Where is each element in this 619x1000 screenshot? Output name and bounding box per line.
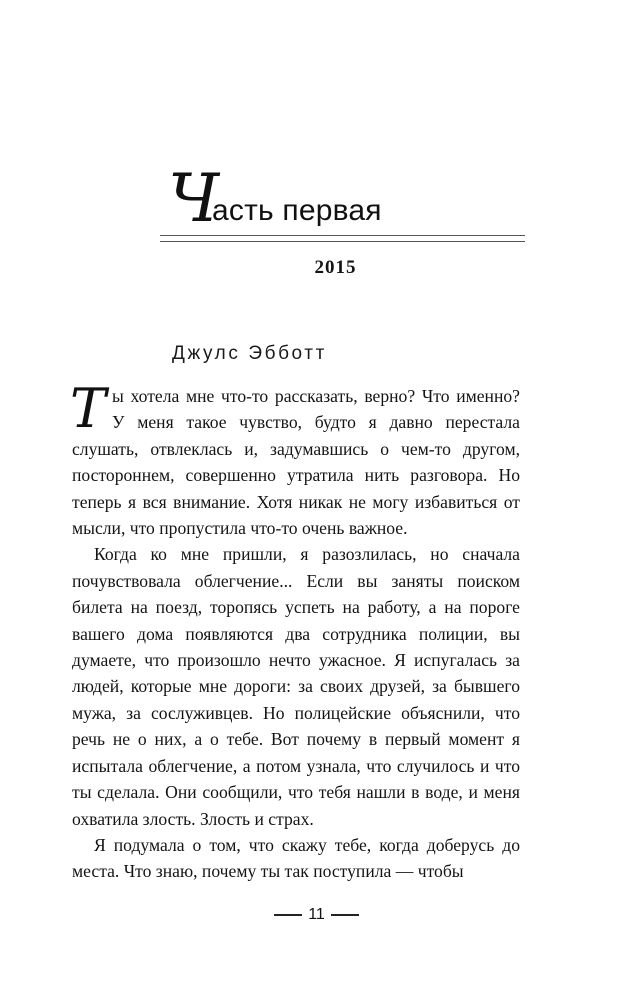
body-text bbox=[70, 377, 520, 885]
paragraph bbox=[70, 377, 520, 541]
part-title-initial: Ч bbox=[168, 160, 220, 237]
folio-dash-right bbox=[331, 914, 359, 916]
narrator-heading: Джулс Эбботт bbox=[172, 343, 327, 364]
page-number bbox=[0, 906, 619, 924]
drop-cap: Т bbox=[70, 377, 107, 440]
year-heading: 2015 bbox=[314, 257, 357, 278]
part-title bbox=[160, 160, 530, 240]
paragraph-text: ы хотела мне что-то рассказать, верно? Что именно? У меня такое чувство, будто я давно перестала слушать, отвлеклась и, задумавшись о чем-то другом, постороннем, совершенно утратила нить разговора. Но теперь я вся внимание. Хотя никак не могу избавиться от мысли, что пропустила что-то очень важное. bbox=[72, 386, 520, 539]
folio-dash-left bbox=[274, 914, 302, 916]
page-number-text: 11 bbox=[308, 906, 325, 923]
part-title-text: асть первая bbox=[212, 194, 382, 227]
paragraph: Я подумала о том, что скажу тебе, когда доберусь до места. Что знаю, почему ты так поступила — чтобы bbox=[72, 834, 520, 882]
title-double-rule bbox=[160, 235, 525, 242]
paragraph: Когда ко мне пришли, я разозлилась, но сначала почувствовала облегчение... Если вы заняты поиском билета на поезд, торопясь успеть на работу, а на пороге вашего дома появляются два сотрудника полиции, вы думаете, что произошло нечто ужасное. Я испугалась за людей, которые мне дороги: за своих друзей, за бывшего мужа, за сослуживцев. Но полицейские объяснили, что речь не о них, а о тебе. Вот почему в первый момент я испытала облегчение, а потом узнала, что случилось и что ты сделала. Они сообщили, что тебя нашли в воде, и меня охватила злость. Злость и страх. bbox=[72, 544, 520, 829]
